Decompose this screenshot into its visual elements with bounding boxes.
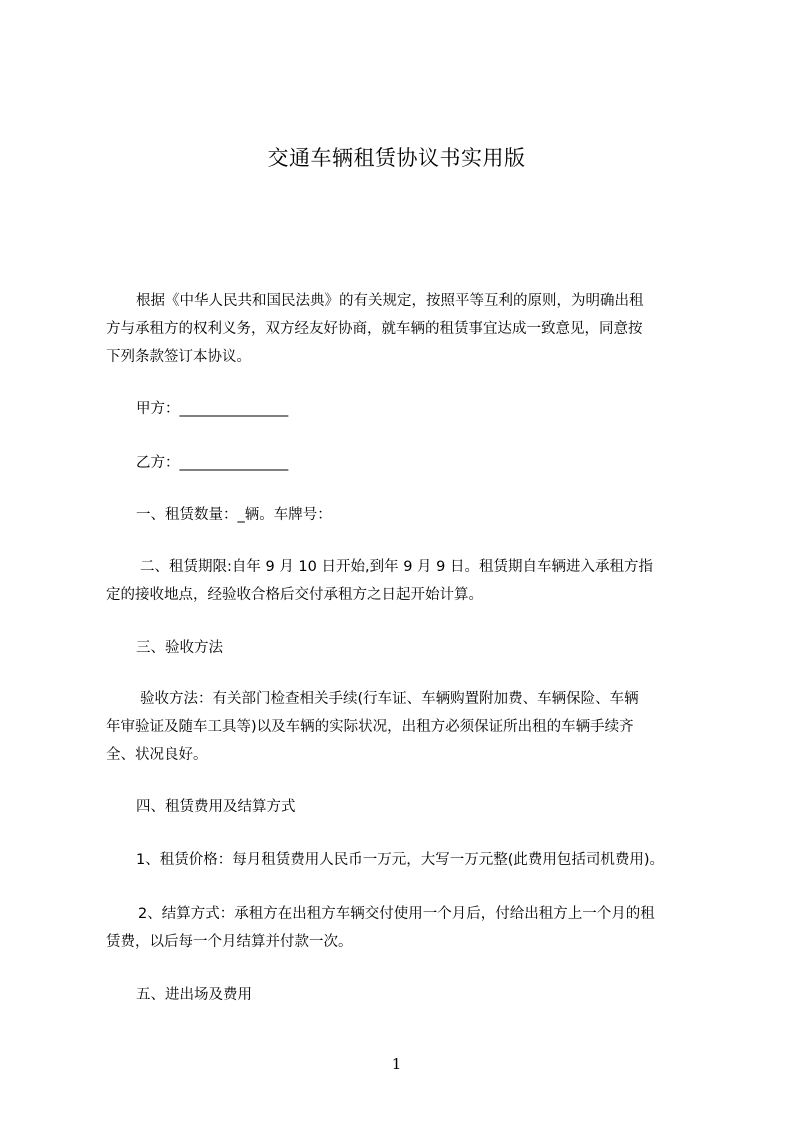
intro-line: 方与承租方的权利义务，双方经友好协商，就车辆的租赁事宜达成一致意见，同意按 xyxy=(106,321,643,337)
page-number: 1 xyxy=(391,1055,402,1073)
clause-1: 一、租赁数量：_辆。车牌号： xyxy=(136,507,332,523)
intro-line: 下列条款签订本协议。 xyxy=(106,349,251,365)
clause-4-item-2-line: 赁费，以后每一个月结算并付款一次。 xyxy=(106,934,353,950)
clause-3-heading: 三、验收方法 xyxy=(136,640,223,656)
clause-3-body xyxy=(106,685,706,769)
document-title: 交通车辆租赁协议书实用版 xyxy=(267,146,526,170)
clause-4-item-2 xyxy=(106,900,706,956)
clause-2-line: 二、租赁期限:自年 9 月 10 日开始,到年 9 月 9 日。租赁期自车辆进入承租方指 xyxy=(140,559,653,575)
clause-2-line: 定的接收地点，经验收合格后交付承租方之日起开始计算。 xyxy=(106,587,483,603)
clause-2 xyxy=(106,553,706,609)
clause-3-line: 验收方法：有关部门检查相关手续(行车证、车辆购置附加费、车辆保险、车辆 xyxy=(140,691,639,707)
clause-5-heading: 五、进出场及费用 xyxy=(136,987,252,1003)
clause-3-line: 年审验证及随车工具等)以及车辆的实际状况，出租方必须保证所出租的车辆手续齐 xyxy=(106,719,634,735)
clause-4-heading: 四、租赁费用及结算方式 xyxy=(136,799,296,815)
clause-4-item-1: 1、租赁价格：每月租赁费用人民币一万元，大写一万元整(此费用包括司机费用)。 xyxy=(136,852,665,868)
intro-paragraph xyxy=(106,287,706,371)
clause-4-item-2-line: 2、结算方式：承租方在出租方车辆交付使用一个月后，付给出租方上一个月的租 xyxy=(138,906,655,922)
clause-3-line: 全、状况良好。 xyxy=(106,747,208,763)
party-b-line: 乙方：_______________ xyxy=(136,455,289,471)
party-a-line: 甲方：_______________ xyxy=(136,401,289,417)
intro-line: 根据《中华人民共和国民法典》的有关规定，按照平等互利的原则，为明确出租 xyxy=(136,293,644,309)
